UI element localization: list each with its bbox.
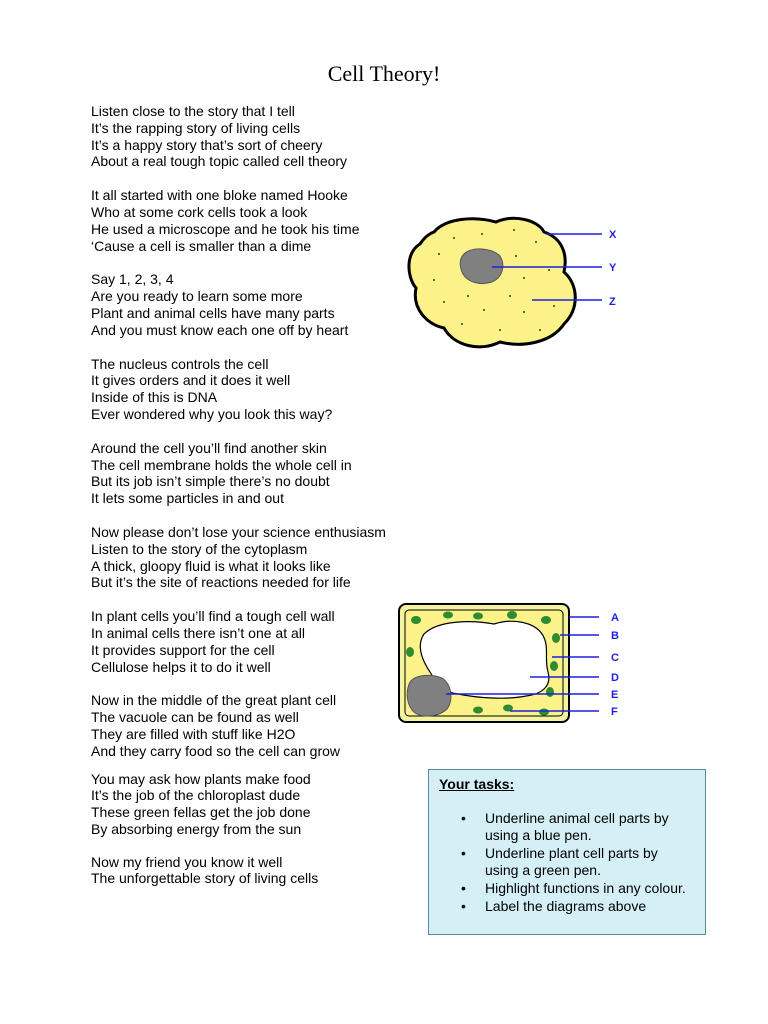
poem-line: Now in the middle of the great plant cell: [91, 692, 337, 709]
label-f: F: [611, 706, 618, 718]
task-item: [461, 898, 695, 915]
poem-line: Plant and animal cells have many parts: [91, 304, 335, 321]
poem-line: By absorbing energy from the sun: [91, 820, 302, 837]
poem-line: It all started with one bloke named Hooke: [91, 187, 348, 204]
stanza: [91, 692, 421, 759]
task-text: Underline plant cell parts by using a green pen.: [485, 845, 658, 878]
animal-cell-membrane: [409, 218, 575, 346]
tasks-box: [428, 769, 706, 935]
plant-cell-nucleus: [407, 675, 451, 716]
task-item: [461, 880, 695, 897]
stanza: [91, 103, 421, 170]
task-item: [461, 845, 695, 879]
poem-line: But its job isn’t simple there’s no doubt: [91, 473, 330, 490]
bullet-icon: •: [461, 898, 466, 914]
poem-line: The cell membrane holds the whole cell in: [91, 456, 352, 473]
label-d: D: [611, 672, 619, 684]
poem: [91, 103, 421, 887]
poem-line: About a real tough topic called cell theory: [91, 153, 348, 170]
animal-cell-nucleus: [460, 249, 503, 284]
label-x: X: [609, 229, 617, 241]
poem-line: It gives orders and it does it well: [91, 372, 291, 389]
poem-line: The unforgettable story of living cells: [91, 870, 319, 887]
label-y: Y: [609, 262, 617, 274]
poem-line: It provides support for the cell: [91, 641, 275, 658]
poem-line: In animal cells there isn’t one at all: [91, 624, 305, 641]
poem-line: The nucleus controls the cell: [91, 355, 269, 372]
poem-line: ‘Cause a cell is smaller than a dime: [91, 237, 312, 254]
stanza: [91, 608, 421, 675]
label-b: B: [611, 630, 619, 642]
stanza: [91, 854, 421, 888]
poem-line: Now my friend you know it well: [91, 853, 283, 870]
poem-line: Are you ready to learn some more: [91, 288, 303, 305]
poem-line: It’s the rapping story of living cells: [91, 119, 301, 136]
bullet-icon: •: [461, 880, 466, 896]
poem-line: And they carry food so the cell can grow: [91, 742, 341, 759]
plant-cell-diagram: [394, 600, 634, 726]
poem-line: It lets some particles in and out: [91, 490, 284, 507]
stanza: [91, 356, 421, 423]
poem-line: He used a microscope and he took his time: [91, 220, 360, 237]
poem-line: It’s a happy story that’s sort of cheery: [91, 136, 323, 153]
poem-line: Listen close to the story that I tell: [91, 103, 295, 119]
task-text: Label the diagrams above: [485, 898, 647, 914]
animal-cell-diagram: [404, 212, 634, 352]
bullet-icon: •: [461, 845, 466, 861]
poem-line: Ever wondered why you look this way?: [91, 405, 333, 422]
label-c: C: [611, 652, 619, 664]
poem-line: The vacuole can be found as well: [91, 709, 299, 726]
tasks-list: [439, 810, 695, 915]
task-text: Underline animal cell parts by using a blue pen.: [485, 810, 669, 843]
poem-line: Who at some cork cells took a look: [91, 203, 308, 220]
stanza: [91, 771, 421, 838]
task-item: [461, 810, 695, 844]
poem-line: Listen to the story of the cytoplasm: [91, 540, 308, 557]
page-title: Cell Theory!: [327, 61, 441, 86]
poem-line: Cellulose helps it to do it well: [91, 658, 271, 675]
stanza: [91, 271, 421, 338]
poem-line: But it’s the site of reactions needed for life: [91, 574, 351, 591]
stanza: [91, 187, 421, 254]
poem-line: Inside of this is DNA: [91, 389, 218, 406]
poem-line: You may ask how plants make food: [91, 770, 311, 787]
stanza: [91, 440, 421, 507]
label-z: Z: [609, 296, 616, 308]
poem-line: Say 1, 2, 3, 4: [91, 271, 174, 288]
poem-line: These green fellas get the job done: [91, 804, 311, 821]
stanza: [91, 524, 421, 591]
bullet-icon: •: [461, 810, 466, 826]
poem-line: A thick, gloopy fluid is what it looks like: [91, 557, 331, 574]
poem-line: Now please don’t lose your science enthusiasm: [91, 523, 386, 540]
label-e: E: [611, 689, 619, 701]
poem-line: They are filled with stuff like H2O: [91, 725, 296, 742]
label-a: A: [611, 612, 619, 624]
poem-line: It’s the job of the chloroplast dude: [91, 787, 301, 804]
tasks-heading: Your tasks:: [439, 776, 515, 792]
poem-line: In plant cells you’ll find a tough cell wall: [91, 608, 335, 625]
poem-line: Around the cell you’ll find another skin: [91, 439, 327, 456]
poem-line: And you must know each one off by heart: [91, 321, 349, 338]
task-text: Highlight functions in any colour.: [485, 880, 686, 896]
